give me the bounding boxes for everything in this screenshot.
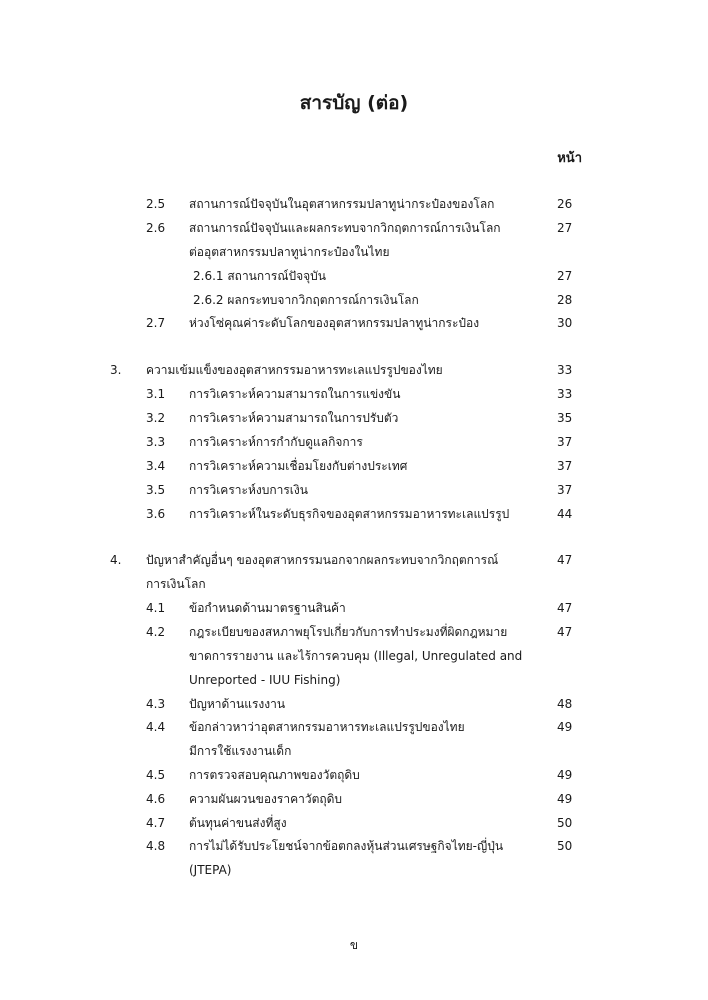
- toc-page-number: 35: [557, 411, 573, 425]
- toc-entry-text: ต่ออุตสาหกรรมปลาทูน่ากระป๋องในไทย: [189, 245, 390, 259]
- toc-page-number: 49: [557, 792, 573, 806]
- toc-page-number: 44: [557, 507, 573, 521]
- toc-entry-text: การตรวจสอบคุณภาพของวัตถุดิบ: [189, 768, 360, 782]
- page-column-label: หน้า: [557, 151, 582, 166]
- toc-number: 3.: [110, 363, 122, 377]
- toc-page-number: 27: [557, 269, 573, 283]
- toc-number: 4.4: [146, 720, 166, 734]
- toc-number: 3.4: [146, 459, 166, 473]
- toc-entry-text: การวิเคราะห์การกำกับดูแลกิจการ: [189, 435, 363, 449]
- toc-entry-text: ความผันผวนของราคาวัตถุดิบ: [189, 792, 343, 806]
- toc-entry-text: ต้นทุนค่าขนส่งที่สูง: [189, 816, 287, 830]
- toc-page-number: 26: [557, 197, 573, 211]
- toc-number: 3.6: [146, 507, 166, 521]
- toc-page-number: 37: [557, 483, 573, 497]
- toc-number: 4.5: [146, 768, 166, 782]
- toc-page-number: 37: [557, 435, 573, 449]
- toc-entry-text: 2.6.2 ผลกระทบจากวิกฤตการณ์การเงินโลก: [193, 293, 419, 307]
- toc-entry-text: (JTEPA): [189, 863, 232, 877]
- page-title: สารบัญ (ต่อ): [299, 92, 409, 114]
- toc-number: 4.: [110, 553, 122, 567]
- footer-page-number: ข: [349, 938, 359, 952]
- toc-number: 2.5: [146, 197, 166, 211]
- toc-page-number: 37: [557, 459, 573, 473]
- toc-entry-text: ข้อกำหนดด้านมาตรฐานสินค้า: [189, 601, 346, 615]
- toc-entry-text: สถานการณ์ปัจจุบันในอุตสาหกรรมปลาทูน่ากระป๋องของโลก: [189, 197, 495, 211]
- toc-page-number: 48: [557, 697, 573, 711]
- toc-number: 4.7: [146, 816, 166, 830]
- toc-entry-text: การวิเคราะห์ความสามารถในการปรับตัว: [189, 411, 399, 425]
- toc-entry-text: กฎระเบียบของสหภาพยุโรปเกี่ยวกับการทำประมงที่ผิดกฎหมาย: [189, 625, 508, 639]
- toc-page-number: 47: [557, 601, 573, 615]
- toc-entry-text: ปัญหาสำคัญอื่นๆ ของอุตสาหกรรมนอกจากผลกระทบจากวิกฤตการณ์: [146, 553, 499, 567]
- toc-number: 3.2: [146, 411, 166, 425]
- toc-page-number: 33: [557, 363, 573, 377]
- toc-number: 3.5: [146, 483, 166, 497]
- toc-page-number: 50: [557, 816, 573, 830]
- toc-entry-text: 2.6.1 สถานการณ์ปัจจุบัน: [193, 269, 326, 283]
- toc-number: 3.3: [146, 435, 166, 449]
- toc-number: 4.6: [146, 792, 166, 806]
- toc-number: 4.3: [146, 697, 166, 711]
- toc-entry-text: การวิเคราะห์งบการเงิน: [189, 483, 308, 497]
- toc-number: 4.8: [146, 839, 166, 853]
- toc-page-number: 49: [557, 720, 573, 734]
- toc-entry-text: ห่วงโซ่คุณค่าระดับโลกของอุตสาหกรรมปลาทูน่ากระป๋อง: [189, 316, 480, 330]
- toc-page-number: 28: [557, 293, 573, 307]
- toc-page-number: 50: [557, 839, 573, 853]
- toc-entry-text: ความเข้มแข็งของอุตสาหกรรมอาหารทะเลแปรรูปของไทย: [146, 363, 443, 377]
- toc-entry-text: การไม่ได้รับประโยชน์จากข้อตกลงหุ้นส่วนเศรษฐกิจไทย-ญี่ปุ่น: [189, 839, 504, 853]
- toc-entry-text: การวิเคราะห์ความสามารถในการแข่งขัน: [189, 387, 401, 401]
- toc-entry-text: ข้อกล่าวหาว่าอุตสาหกรรมอาหารทะเลแปรรูปของไทย: [189, 720, 465, 734]
- toc-number: 2.7: [146, 316, 166, 330]
- toc-page-number: 49: [557, 768, 573, 782]
- toc-page-number: 33: [557, 387, 573, 401]
- toc-page-number: 47: [557, 553, 573, 567]
- toc-entry-text: การวิเคราะห์ความเชื่อมโยงกับต่างประเทศ: [189, 459, 408, 473]
- toc-entry-text: Unreported - IUU Fishing): [189, 673, 341, 687]
- toc-number: 2.6: [146, 221, 166, 235]
- toc-entry-text: สถานการณ์ปัจจุบันและผลกระทบจากวิกฤตการณ์การเงินโลก: [189, 221, 501, 235]
- toc-entry-text: ปัญหาด้านแรงงาน: [189, 697, 286, 711]
- toc-entry-text: การเงินโลก: [146, 577, 206, 591]
- toc-number: 3.1: [146, 387, 166, 401]
- toc-entry-text: ขาดการรายงาน และไร้การควบคุม (Illegal, Unregulated and: [189, 649, 523, 663]
- toc-page-number: 47: [557, 625, 573, 639]
- toc-page-number: 30: [557, 316, 573, 330]
- toc-page-number: 27: [557, 221, 573, 235]
- toc-entry-text: การวิเคราะห์ในระดับธุรกิจของอุตสาหกรรมอาหารทะเลแปรรูป: [189, 507, 510, 521]
- toc-entry-text: มีการใช้แรงงานเด็ก: [189, 744, 292, 758]
- toc-number: 4.2: [146, 625, 166, 639]
- toc-number: 4.1: [146, 601, 166, 615]
